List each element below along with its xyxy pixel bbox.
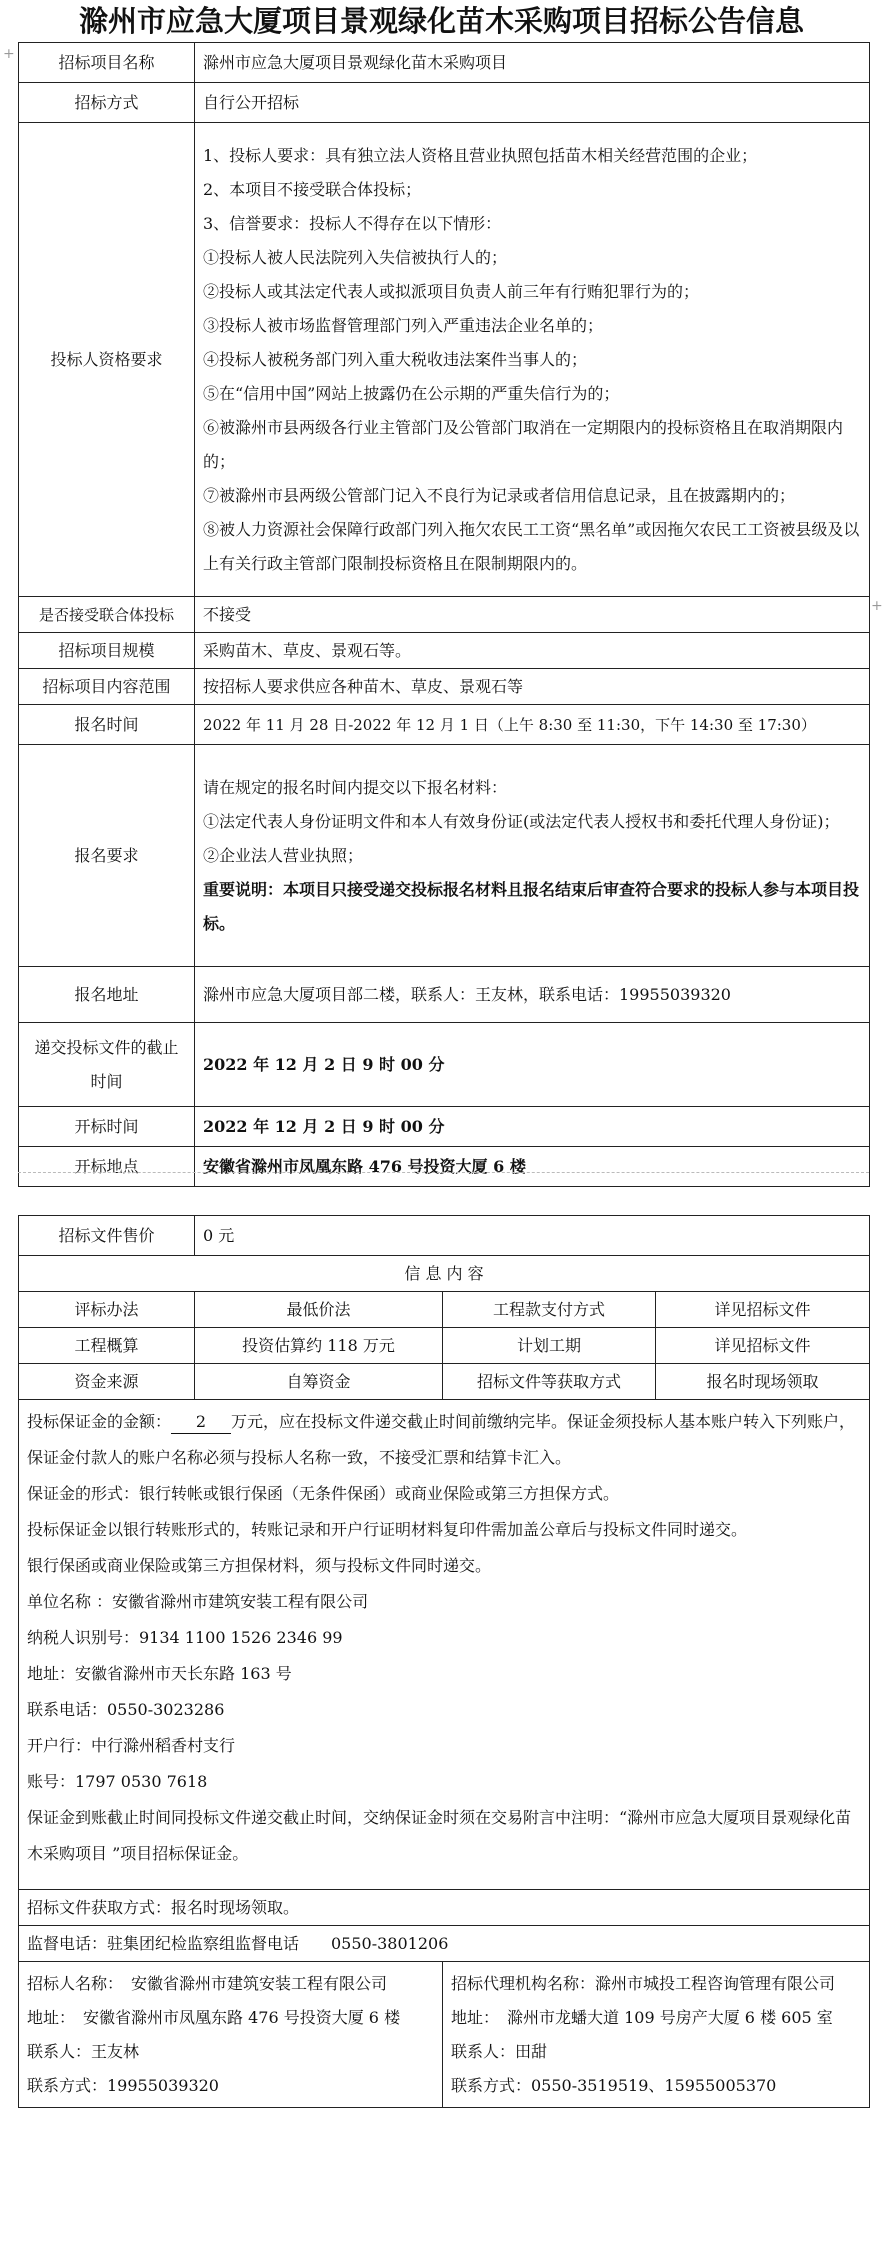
deposit-line: 投标保证金以银行转账形式的，转账记录和开户行证明材料复印件需加盖公章后与投标文件同时递交。 [27,1520,748,1539]
qualification-line: ⑦被滁州市县两级公管部门记入不良行为记录或者信用信息记录，且在披露期内的； [203,485,796,505]
deposit-line: 保证金到账截止时间同投标文件递交截止时间，交纳保证金时须在交易附言中注明：“滁州市应急大厦项目景观绿化苗木采购项目 ”项目招标保证金。 [27,1808,852,1863]
table-row [19,83,870,123]
registration-line: ①法定代表人身份证明文件和本人有效身份证(或法定代表人授权书和委托代理人身份证)； [203,811,840,831]
grid-cell: 投资估算约 118 万元 [195,1328,443,1364]
table-row [19,1107,870,1147]
grid-cell: 工程款支付方式 [443,1292,656,1328]
row-label: 招标项目名称 [19,43,195,83]
grid-cell: 详见招标文件 [656,1292,870,1328]
table-row [19,1890,870,1926]
page-break [18,1172,869,1173]
qualification-line: ②投标人或其法定代表人或拟派项目负责人前三年有行贿犯罪行为的； [203,281,700,301]
deposit-amount-suffix: 万元，应在投标文件递交截止时间前缴纳完毕。保证金须投标人基本账户转入下列账户，保证金付款人的账户名称必须与投标人名称一致，不接受汇票和结算卡汇入。 [27,1412,856,1467]
deposit-line: 开户行：中行滁州稻香村支行 [27,1736,236,1755]
table-row [19,1147,870,1187]
tenderer-line: 招标人名称： 安徽省滁州市建筑安装工程有限公司 [27,1973,388,1993]
grid-cell: 自筹资金 [195,1364,443,1400]
deposit-line: 保证金的形式：银行转帐或银行保函（无条件保函）或商业保险或第三方担保方式。 [27,1484,620,1503]
deposit-line: 银行保函或商业保险或第三方担保材料，须与投标文件同时递交。 [27,1556,492,1575]
table-row [19,597,870,633]
qualification-line: ⑤在“信用中国”网站上披露仍在公示期的严重失信行为的； [203,383,620,403]
row-value: 2022 年 12 月 2 日 9 时 00 分 [195,1023,870,1107]
deposit-row [19,1400,870,1890]
row-label: 开标时间 [19,1107,195,1147]
row-label: 是否接受联合体投标 [19,597,195,633]
qualification-line: ①投标人被人民法院列入失信被执行人的； [203,247,508,267]
qualification-line: 3、信誉要求：投标人不得存在以下情形： [203,213,502,233]
agent-line: 地址： 滁州市龙蟠大道 109 号房产大厦 6 楼 605 室 [451,2007,833,2027]
table-row [19,633,870,669]
row-label: 招标文件售价 [19,1216,195,1256]
table-row [19,1256,870,1292]
tenderer-line: 联系方式：19955039320 [27,2075,219,2095]
table-row [19,705,870,745]
contacts-row [19,1962,870,2108]
row-value: 采购苗木、草皮、景观石等。 [195,633,870,669]
row-value: 2022 年 11 月 28 日-2022 年 12 月 1 日（上午 8:30 至 11:30，下午 14:30 至 17:30） [195,705,870,745]
row-label: 招标项目内容范围 [19,669,195,705]
crop-mark: + [871,598,883,614]
get-method: 招标文件获取方式：报名时现场领取。 [19,1890,870,1926]
qualification-line: ③投标人被市场监督管理部门列入严重违法企业名单的； [203,315,604,335]
crop-mark: + [3,46,15,62]
grid-cell: 工程概算 [19,1328,195,1364]
qualification-line: 2、本项目不接受联合体投标； [203,179,422,199]
announcement-table [18,42,870,1187]
qualification-line: ④投标人被税务部门列入重大税收违法案件当事人的； [203,349,588,369]
table-row [19,1364,870,1400]
grid-cell: 评标办法 [19,1292,195,1328]
tenderer-line: 联系人：王友林 [27,2041,140,2061]
row-label: 开标地点 [19,1147,195,1187]
grid-cell: 资金来源 [19,1364,195,1400]
row-value: 0 元 [195,1216,870,1256]
grid-cell: 详见招标文件 [656,1328,870,1364]
tenderer-line: 地址： 安徽省滁州市凤凰东路 476 号投资大厦 6 楼 [27,2007,401,2027]
table-row [19,1216,870,1256]
deposit-line: 纳税人识别号：9134 1100 1526 2346 99 [27,1628,343,1647]
deposit-line: 账号：1797 0530 7618 [27,1772,208,1791]
row-label: 递交投标文件的截止时间 [19,1023,195,1107]
info-header: 信 息 内 容 [19,1256,870,1292]
qualification-line: 1、投标人要求：具有独立法人资格且营业执照包括苗木相关经营范围的企业； [203,145,758,165]
row-label: 报名时间 [19,705,195,745]
row-label: 报名地址 [19,967,195,1023]
table-row [19,1328,870,1364]
grid-cell: 计划工期 [443,1328,656,1364]
registration-line: ②企业法人营业执照； [203,845,364,865]
row-value: 不接受 [195,597,870,633]
registration-note: 重要说明：本项目只接受递交投标报名材料且报名结束后审查符合要求的投标人参与本项目投标。 [203,879,860,933]
row-value: 2022 年 12 月 2 日 9 时 00 分 [195,1107,870,1147]
info-table [18,1215,870,2108]
row-label: 报名要求 [19,745,195,967]
row-value: 滁州市应急大厦项目部二楼，联系人：王友林，联系电话：19955039320 [195,967,870,1023]
table-row [19,43,870,83]
row-value: 滁州市应急大厦项目景观绿化苗木采购项目 [195,43,870,83]
deposit-amount-prefix: 投标保证金的金额： [27,1412,172,1431]
supervision-phone: 监督电话：驻集团纪检监察组监督电话 0550-3801206 [19,1926,870,1962]
deposit-line: 联系电话：0550-3023286 [27,1700,225,1719]
deposit-amount: 2 [171,1411,231,1434]
row-value: 自行公开招标 [195,83,870,123]
row-label: 招标项目规模 [19,633,195,669]
table-row [19,1292,870,1328]
grid-cell: 报名时现场领取 [656,1364,870,1400]
grid-cell: 招标文件等获取方式 [443,1364,656,1400]
table-row [19,967,870,1023]
table-row [19,1023,870,1107]
table-row [19,1926,870,1962]
agent-line: 联系方式：0550-3519519、15955005370 [451,2075,777,2095]
table-row [19,669,870,705]
registration-line: 请在规定的报名时间内提交以下报名材料： [203,777,508,797]
deposit-amount-line [27,1404,861,1476]
deposit-line: 单位名称 ：安徽省滁州市建筑安装工程有限公司 [27,1592,369,1611]
row-label: 招标方式 [19,83,195,123]
row-value: 安徽省滁州市凤凰东路 476 号投资大厦 6 楼 [195,1147,870,1187]
deposit-line: 地址：安徽省滁州市天长东路 163 号 [27,1664,292,1683]
row-label: 投标人资格要求 [19,123,195,597]
qualification-line: ⑧被人力资源社会保障行政部门列入拖欠农民工工资“黑名单”或因拖欠农民工工资被县级及以上有关行政主管部门限制投标资格且在限制期限内的。 [203,519,860,573]
registration-row [19,745,870,967]
row-value: 按招标人要求供应各种苗木、草皮、景观石等 [195,669,870,705]
grid-cell: 最低价法 [195,1292,443,1328]
qualification-row [19,123,870,597]
qualification-line: ⑥被滁州市县两级各行业主管部门及公管部门取消在一定期限内的投标资格且在取消期限内的； [203,417,844,471]
agent-line: 联系人：田甜 [451,2041,548,2061]
page-title: 滁州市应急大厦项目景观绿化苗木采购项目招标公告信息 [78,4,804,38]
agent-line: 招标代理机构名称：滁州市城投工程咨询管理有限公司 [451,1973,836,1993]
